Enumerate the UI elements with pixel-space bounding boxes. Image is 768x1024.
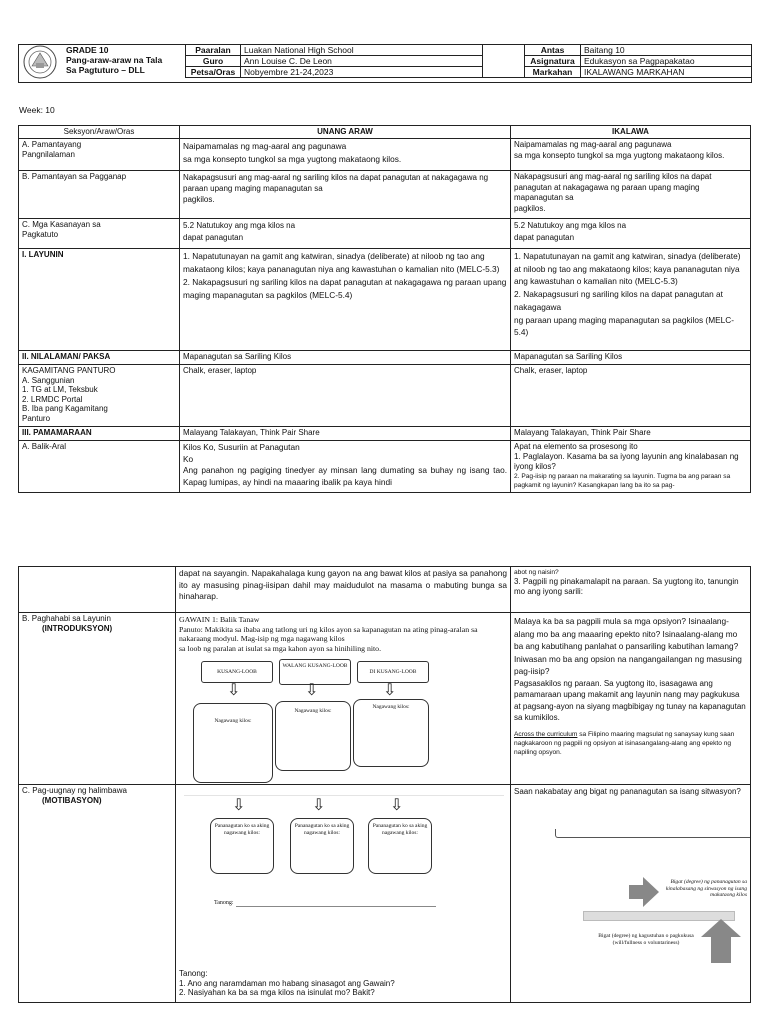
guro-value: Ann Louise C. De Leon: [241, 56, 483, 67]
paaralan-value: Luakan National High School: [241, 45, 483, 56]
antas-value: Baitang 10: [581, 45, 752, 56]
gawain-title: GAWAIN 1: Balik Tanaw: [179, 615, 260, 624]
arrow-down-icon: ⇩: [227, 682, 241, 699]
paghahabi-label: B. Paghahabi sa Layunin: [22, 614, 111, 623]
cell-pagganap-day2: Nakapagsusuri ang mag-aaral ng sariling kilos na dapat panagutan at nakagagawa ng paraan upang maging mapanagutan sa pagkilos.: [511, 171, 751, 219]
arrow-down-icon: ⇩: [232, 797, 246, 814]
question-2: 2. Nasiyahan ka ba sa mga kilos na isinulat mo? Bakit?: [179, 988, 375, 997]
cell-kagamitan-day1: Chalk, eraser, laptop: [180, 365, 511, 427]
row-label-kagamitang-panturo: KAGAMITANG PANTURO A. Sanggunian 1. TG at LM, Teksbuk 2. LRMDC Portal B. Iba pang Kagamitang Panturo: [19, 365, 180, 427]
petsa-value: Nobyembre 21-24,2023: [241, 67, 483, 78]
cell-pangnilalaman-day1: Naipamamalas ng mag-aaral ang pagunawa sa mga konsepto tungkol sa mga yugtong makataong kilos.: [180, 139, 511, 171]
tanong-label: Tanong:: [179, 969, 208, 978]
dll-main-table: [18, 125, 751, 493]
cell-pag-uugnay-day2: [511, 785, 751, 1003]
box-di-kusang-loob: DI KUSANG-LOOB: [357, 661, 429, 683]
row-label-pamamaraan: III. PAMAMARAAN: [19, 427, 180, 441]
tanong-small-label: Tanong:: [214, 900, 234, 906]
markahan-label: Markahan: [525, 67, 581, 78]
week-label: Week: 10: [19, 105, 55, 115]
grade-title: GRADE 10: [66, 45, 109, 55]
cell-gawain-1: [176, 613, 511, 785]
doc-title-line-1: Pang-araw-araw na Tala: [66, 55, 163, 65]
row-label-pag-uugnay: [19, 785, 176, 1003]
deped-seal-icon: [22, 44, 58, 80]
row-label-pamantayan-pagganap: B. Pamantayan sa Pagganap: [19, 171, 180, 219]
answer-box-di: Nagawang kilos:: [353, 699, 429, 767]
arrow-down-icon: ⇩: [383, 682, 397, 699]
cell-balik-aral-continued-day1: dapat na sayangin. Napakahalaga kung gayon na ang bawat kilos at pasiya sa panahong ito ay masusing pinag-iisipan dahil may maidudulot na masama o mabuting bunga sa hinaharap.: [176, 567, 511, 613]
gawain-instructions: Panuto: Makikita sa ibaba ang tatlong uri ng kilos ayon sa kapanagutan na ating pinag-aralan sa nakaraang modyul. Mag-isip ng mga nagawang kilos sa loob ng paralan at isulat sa mga kahon ayon sa hinihiling nito.: [179, 624, 478, 653]
across-curriculum-note: [514, 730, 747, 757]
column-header-day1: UNANG ARAW: [180, 126, 511, 139]
doc-title-line-2: Sa Pagtuturo – DLL: [66, 65, 145, 75]
petsa-label: Petsa/Oras: [186, 67, 241, 78]
cell-pagganap-day1: Nakapagsusuri ang mag-aaral ng sariling kilos na dapat panagutan at nakagagawa ng paraan upang maging mapanagutan sa pagkilos.: [180, 171, 511, 219]
cont-label-empty: [19, 567, 176, 613]
arrow-up-icon: [701, 919, 741, 963]
page-break: [0, 530, 768, 560]
balik-aral-day2-small: 2. Pag-iisip ng paraan na makarating sa layunin. Tugma ba ang paraan sa pagkamit ng layunin? Kasangkapan lang ba ito sa pag-: [514, 473, 731, 489]
cont-day2-text: 3. Pagpili ng pinakamalapit na paraan. Sa yugtong ito, tanungin mo ang iyong sarili:: [514, 577, 739, 596]
column-header-day2: IKALAWA: [511, 126, 751, 139]
cell-nilalaman-day2: Mapanagutan sa Sariling Kilos: [511, 351, 751, 365]
gawain-diagram: [179, 657, 507, 777]
arrow-down-icon: ⇩: [390, 797, 404, 814]
cell-kagamitan-day2: Chalk, eraser, laptop: [511, 365, 751, 427]
row-label-kasanayan: C. Mga Kasanayan sa Pagkatuto: [19, 219, 180, 249]
cell-nilalaman-day1: Mapanagutan sa Sariling Kilos: [180, 351, 511, 365]
pananagutan-box-3: Pananagutan ko sa aking nagawang kilos:: [368, 818, 432, 874]
cell-layunin-day1: 1. Napatutunayan na gamit ang katwiran, sinadya (deliberate) at niloob ng tao ang makataong kilos; kaya pananagutan niya ang kawastuhan o kamalian nito (MELC-5.3) 2. Nakapagsusuri ng sariling kilos na dapat panagutan at nakagagawa ng paraan upang maging mapanagutan sa pagkilos (MELC-5.4): [180, 249, 511, 351]
paghahabi-bold: (INTRODUKSYON): [42, 624, 113, 633]
pananagutan-box-2: Pananagutan ko sa aking nagawang kilos:: [290, 818, 354, 874]
answer-line: [236, 906, 436, 907]
cell-pangnilalaman-day2: Naipamamalas ng mag-aaral ang pagunawa sa mga konsepto tungkol sa mga yugtong makataong kilos.: [511, 139, 751, 171]
pag-uugnay-label: C. Pag-uugnay ng halimbawa: [22, 786, 127, 795]
cell-balik-aral-day1: Kilos Ko, Susuriin at Panagutan Ko Ang panahon ng pagiging tinedyer ay minsan lang dumating sa buhay ng isang tao. Kapag lumipas, ay hindi na maaaring ibalik pa kaya hindi: [180, 441, 511, 493]
guro-label: Guro: [186, 56, 241, 67]
arrow-down-icon: ⇩: [312, 797, 326, 814]
box-kusang-loob: KUSANG-LOOB: [201, 661, 273, 683]
pananagutan-diagram: [184, 795, 504, 958]
header-info-table: [185, 44, 752, 78]
pagsasakilos-text: Pagsasakilos ng paraan. Sa yugtong ito, isasagawa ang pamamaraan upang makamit ang layunin nang may pagkukusa at pagsang-ayon na siyang magbibigay ng tunay na kapanagutan sa kumikilos.: [514, 678, 746, 722]
cell-balik-aral-day2: [511, 441, 751, 493]
question-1: 1. Ano ang naramdaman mo habang sinasagot ang Gawain?: [179, 978, 395, 988]
cell-layunin-day2: 1. Napatutunayan na gamit ang katwiran, sinadya (deliberate) at niloob ng tao ang makataong kilos; kaya pananagutan niya ang kawastuhan o kamalian nito (MELC-5.3) 2. Nakapagsusuri ng sariling kilos na dapat panagutan at nakagagawa ng paraan upang maging mapanagutan sa pagkilos (MELC-5.4): [511, 249, 751, 351]
across-curriculum-text: sa Filipino maaring magsulat ng sanaysay kung saan nagkakaroon ng pagpili ng opsiyon at isinasangalang-alang ang epekto ng napiling opsyon.: [514, 730, 735, 756]
diagram-top-label: Bigat (degree) ng pananagutan sa kinalabasang ng sitwasyon ng isang makataong kilos: [665, 879, 747, 899]
box-walang-kusang-loob: WALANG KUSANG-LOOB: [279, 659, 351, 685]
cell-pag-uugnay-day1: [176, 785, 511, 1003]
answer-box-walang: Nagawang kilos:: [275, 701, 351, 771]
markahan-value: IKALAWANG MARKAHAN: [581, 67, 752, 78]
asignatura-label: Asignatura: [525, 56, 581, 67]
column-header-section: Seksyon/Araw/Oras: [19, 126, 180, 139]
row-label-nilalaman: II. NILALAMAN/ PAKSA: [19, 351, 180, 365]
doc-title-block: [66, 45, 186, 75]
row-label-balik-aral: A. Balik-Aral: [19, 441, 180, 493]
cell-kasanayan-day1: 5.2 Natutukoy ang mga kilos na dapat panagutan: [180, 219, 511, 249]
cell-balik-aral-continued-day2: [511, 567, 751, 613]
cell-pamamaraan-day2: Malayang Talakayan, Think Pair Share: [511, 427, 751, 441]
antas-label: Antas: [525, 45, 581, 56]
arrow-down-icon: ⇩: [305, 682, 319, 699]
bracket-line: [555, 829, 751, 838]
dll-page-2: [0, 560, 768, 1024]
asignatura-value: Edukasyon sa Pagpapakatao: [581, 56, 752, 67]
cell-kasanayan-day2: 5.2 Natutukoy ang mga kilos na dapat panagutan: [511, 219, 751, 249]
cont-day2-small: abot ng naisin?: [514, 569, 559, 576]
balik-aral-day2-text: Apat na elemento sa prosesong ito 1. Paglalayon. Kasama ba sa iyong layunin ang kinalabasan ng iyong kilos?: [514, 442, 739, 471]
bigat-question: Saan nakabatay ang bigat ng pananagutan sa isang sitwasyon?: [514, 787, 741, 796]
row-label-layunin: I. LAYUNIN: [19, 249, 180, 351]
pananagutan-box-1: Pananagutan ko sa aking nagawang kilos:: [210, 818, 274, 874]
row-label-paghahabi: [19, 613, 176, 785]
paaralan-label: Paaralan: [186, 45, 241, 56]
across-curriculum-link: Across the curriculum: [514, 730, 578, 738]
dll-continuation-table: [18, 566, 751, 1003]
cell-pamamaraan-day1: Malayang Talakayan, Think Pair Share: [180, 427, 511, 441]
answer-box-kusang: Nagawang kilos:: [193, 703, 273, 783]
tanong-block: [179, 969, 395, 998]
row-label-pamantayang-pangnilalaman: A. Pamantayang Pangnilalaman: [19, 139, 180, 171]
cell-paghahabi-day2: [511, 613, 751, 785]
paghahabi-questions: Malaya ka ba sa pagpili mula sa mga opsiyon? Isinaalang-alang mo ba ang maaaring epekto nito? Isinaalang-alang mo ba ang kabutihang panlahat o pansariling kabutihan lamang? Iniwasan mo ba ang opsion na nangangailangan ng masusing pag-iisip?: [514, 616, 742, 676]
pag-uugnay-bold: (MOTIBASYON): [42, 796, 102, 805]
diagram-bottom-label: Bigat (degree) ng kagustuhan o pagkukusa (will/fullness o voluntariness): [598, 933, 694, 946]
